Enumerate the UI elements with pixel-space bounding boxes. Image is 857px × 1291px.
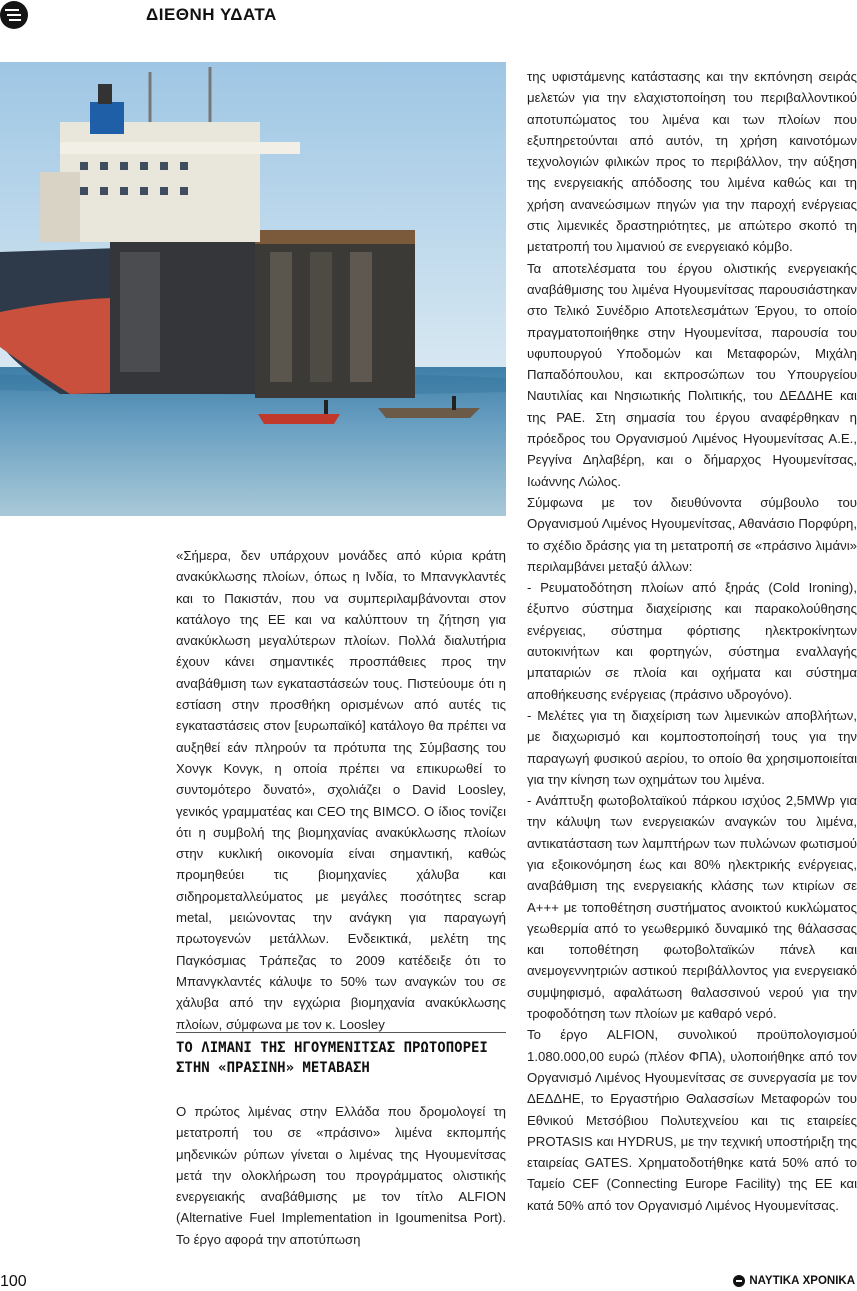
brand-logo-icon bbox=[733, 1275, 745, 1287]
page-number: 100 bbox=[0, 1273, 27, 1290]
left-column-bottom bbox=[176, 1101, 506, 1250]
article-paragraph: της υφιστάμενης κατάστασης και την εκπόνηση σειράς μελετών για την ελαχιστοποίηση του περιβαλλοντικού αποτυπώματος του λιμένα και των πλοίων που εξυπηρετούνται από αυτόν, τη χρήση καινοτόμων τεχνολογιών φιλικών προς το περιβάλλον, την αύξηση της ενεργειακής απόδοσης του λιμένα καθώς και τη χρήση ανανεώσιμων πηγών για την παροχή ενέργειας στις λιμενικές δραστηριότητες, με απώτερο σκοπό τη μετατροπή του λιμανιού σε ενεργειακό κόμβο. bbox=[527, 69, 857, 255]
magazine-logo-icon bbox=[0, 1, 28, 29]
article-paragraph: Τα αποτελέσματα του έργου ολιστικής ενεργειακής αναβάθμισης του λιμένα Ηγουμενίτσας παρουσιάστηκαν στο Τελικό Συνέδριο Αποτελεσμάτων Έργου, το οποίο πραγματοποιήθηκε στην Ηγουμενίτσα, παρουσία του υφυπουργού Υποδομών και Μεταφορών, Μιχάλη Παπαδόπουλου, και εκπροσώπων του Υπουργείου Ναυτιλίας και Νησιωτικής Πολιτικής, του ΔΕΔΔΗΕ και της ΡΑΕ. Στη σημασία του έργου αναφέρθηκαν η πρόεδρος του Οργανισμού Λιμένος Ηγουμενίτσας Α.Ε., Ρεγγίνα Δηλαβέρη, και ο δήμαρχος Ηγουμενίτσας, Ιωάννης Λώλος. bbox=[527, 260, 857, 489]
article-paragraph: Το έργο ALFION, συνολικού προϋπολογισμού 1.080.000,00 ευρώ (πλέον ΦΠΑ), υλοποιήθηκε από τον Οργανισμό Λιμένος Ηγουμενίτσας σε συνεργασία με τον ΔΕΔΔΗΕ, το Εργαστήριο Θαλασσίων Μεταφορών του Εθνικού Μετσόβιου Πολυτεχνείου και τις εταιρείες PROTASIS και HYDRUS, με την τεχνική υποστήριξη της εταιρείας GATES. Χρηματοδοτήθηκε κατά 50% από το Ταμείο CEF (Connecting Europe Facility) της ΕΕ και κατά 50% από τον Οργανισμό Λιμένος Ηγουμενίτσας. bbox=[527, 1027, 857, 1213]
subsection-heading: ΤΟ ΛΙΜΑΝΙ ΤΗΣ ΗΓΟΥΜΕΝΙΤΣΑΣ ΠΡΩΤΟΠΟΡΕΙ ΣΤΗΝ «ΠΡΑΣΙΝΗ» ΜΕΤΑΒΑΣΗ bbox=[176, 1040, 488, 1076]
article-paragraph: - Μελέτες για τη διαχείριση των λιμενικών αποβλήτων, με διαχωρισμό και κομποστοποίησή τους για την παραγωγή φυσικού αερίου, το οποίο θα χρησιμοποιείται για την κίνηση των οχημάτων του λιμένα. bbox=[527, 707, 857, 787]
ship-breaking-photo bbox=[0, 62, 506, 516]
article-paragraph: - Ανάπτυξη φωτοβολταϊκού πάρκου ισχύος 2,5MWp για την κάλυψη των ενεργειακών αναγκών του λιμένα, αντικατάσταση των λαμπτήρων των πυλώνων φωτισμού για εξοικονόμηση έως και 80% ηλεκτρικής ενέργειας, αναβάθμιση της ενεργειακής κλάσης των κτιρίων σε Α+++ με τοποθέτηση συστήματος ανοικτού κυκλώματος γεωθερμία από το γεωθερμικό δυναμικό της θάλασσας και τοποθέτηση φωτοβολταϊκών πάνελ και ανεμογεννητριών αστικού περιβάλλοντος για ενεργειακό συμψηφισμό, αφαλάτωση θαλασσινού νερού για την τροφοδότηση των πλοίων με καθαρό νερό. bbox=[527, 793, 857, 1022]
article-paragraph: Ο πρώτος λιμένας στην Ελλάδα που δρομολογεί τη μετατροπή του σε «πράσινο» λιμένα εκπομπής μηδενικών ρύπων γίνεται ο λιμένας της Ηγουμενίτσας μετά την ολοκλήρωση του προγράμματος ολιστικής ενεργειακής αναβάθμισης με τον τίτλο ALFION (Alternative Fuel Implementation in Igoumenitsa Port). Το έργο αφορά την αποτύπωση bbox=[176, 1104, 506, 1247]
section-title: ΔΙΕΘΝΗ ΥΔΑΤΑ bbox=[146, 5, 277, 24]
publication-brand bbox=[733, 1275, 855, 1287]
menu-lines-icon bbox=[5, 8, 23, 22]
left-column-top bbox=[176, 545, 506, 1035]
article-paragraph: «Σήμερα, δεν υπάρχουν μονάδες από κύρια κράτη ανακύκλωσης πλοίων, όπως η Ινδία, το Μπανγκλαντές και το Πακιστάν, που να συμπεριλαμβάνονται στον κατάλογο της ΕΕ και να καλύπτουν τη ζήτηση για ανακύκλωση μεγαλύτερων πλοίων. Πολλά διαλυτήρια έχουν κάνει σημαντικές προσπάθειες προς την αναβάθμιση των εγκαταστάσεών τους. Πιστεύουμε ότι η εστίαση στην προσθήκη ορισμένων από αυτές τις εγκαταστάσεις στον [ευρωπαϊκό] κατάλογο θα πρέπει να αυξηθεί εάν πληρούν τα πρότυπα της Σύμβασης του Χονγκ Κονγκ, η οποία πρέπει να επικυρωθεί το συντομότερο δυνατό», σχολιάζει ο David Loosley, γενικός γραμματέας και CEO της BIMCO. Ο ίδιος τονίζει ότι η συμβολή της βιομηχανίας ανακύκλωσης πλοίων στην κυκλική οικονομία είναι σημαντική, καθώς προμηθεύει τις βιομηχανίες χάλυβα και σιδηρομεταλλεύματος με μεγάλες ποσότητες scrap metal, μειώνοντας την ανάγκη για παραγωγή πρωτογενών μετάλλων. Ενδεικτικά, μελέτη της Παγκόσμιας Τράπεζας το 2009 κατέδειξε ότι το Μπανγκλαντές κάλυψε το 50% των αναγκών του σε χάλυβα από την εγχώρια βιομηχανία ανακύκλωσης πλοίων, σύμφωνα με τον κ. Loosley bbox=[176, 548, 506, 1032]
article-paragraph: Σύμφωνα με τον διευθύνοντα σύμβουλο του Οργανισμού Λιμένος Ηγουμενίτσας, Αθανάσιο Πορφύρη, το σχέδιο δράσης για τη μετατροπή σε «πράσινο λιμάνι» περιλαμβάνει μεταξύ άλλων: bbox=[527, 494, 857, 574]
article-paragraph: - Ρευματοδότηση πλοίων από ξηράς (Cold Ironing), έξυπνο σύστημα διαχείρισης και παρακολούθησης ενέργειας, σύστημα φόρτισης ηλεκτροκίνητων αυτοκινήτων και φορτηγών, σύστημα εναλλαγής μπαταριών σε πλοία και οχήματα και σύστημα αποθήκευσης ενέργειας (πράσινο υδρογόνο). bbox=[527, 580, 857, 702]
brand-name: ΝΑΥΤΙΚΑ ΧΡΟΝΙΚΑ bbox=[749, 1275, 855, 1287]
section-divider bbox=[176, 1032, 506, 1033]
right-column bbox=[527, 66, 857, 1216]
